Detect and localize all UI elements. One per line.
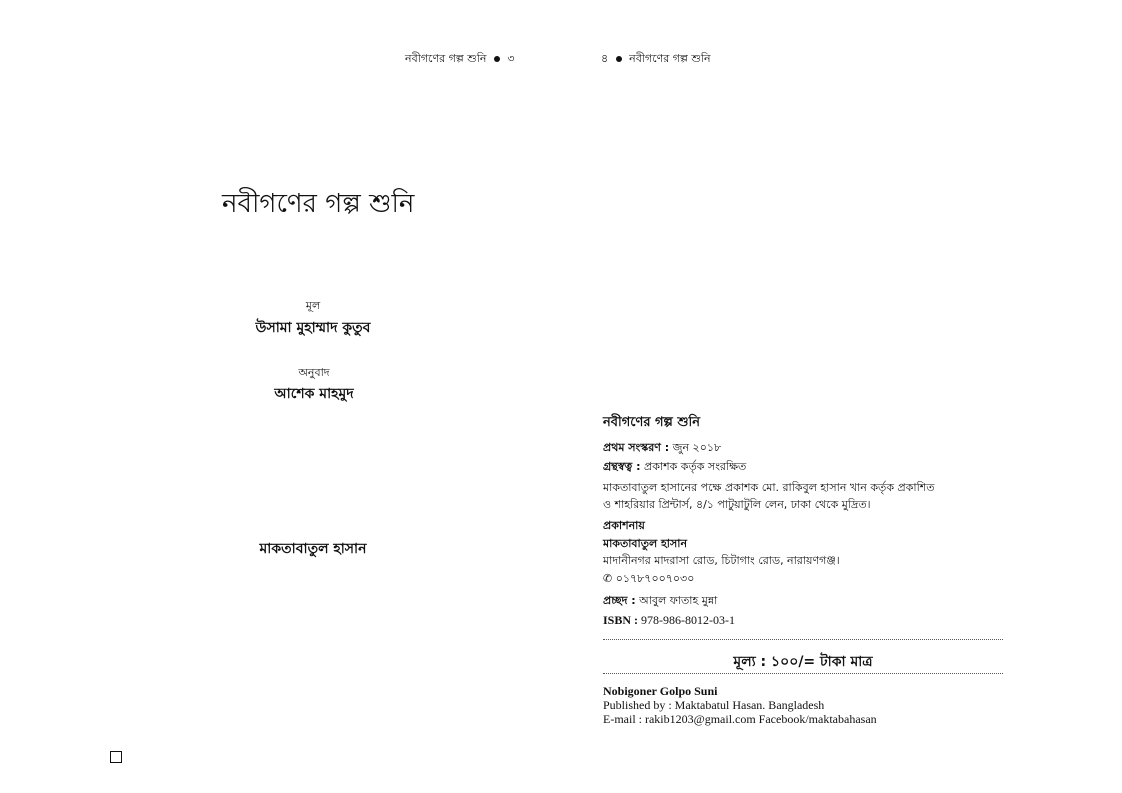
checkbox-icon: [110, 751, 122, 763]
first-edition-line: [603, 439, 721, 458]
contact-line: E-mail : rakib1203@gmail.com Facebook/maktabahasan: [603, 712, 877, 726]
right-running-header: [601, 50, 711, 69]
cover-value: আবুল ফাতাহ মুন্না: [639, 594, 718, 607]
copyright-label: গ্রন্থস্বত্ব :: [603, 460, 641, 473]
book-title: নবীগণের গল্প শুনি: [222, 189, 415, 219]
publisher-phone: ✆ ০১৭৮৭০০৭০৩০: [603, 572, 695, 585]
divider-top: [603, 639, 1003, 640]
cover-line: [603, 592, 717, 611]
bullet-icon: [494, 56, 500, 62]
right-page-number: ৪: [601, 52, 609, 65]
translation-label: অনুবাদ: [298, 366, 330, 379]
isbn-label: ISBN :: [603, 613, 639, 627]
translator-name: আশেক মাহমুদ: [274, 386, 354, 402]
bullet-icon: [616, 56, 622, 62]
price: মূল্য : ১০০/= টাকা মাত্র: [733, 654, 873, 670]
divider-bottom: [603, 673, 1003, 674]
publisher-label: প্রকাশনায়: [603, 519, 645, 532]
copyright-line: [603, 458, 746, 477]
isbn-line: [603, 613, 735, 628]
cover-label: প্রচ্ছদ :: [603, 594, 636, 607]
imprint-title: নবীগণের গল্প শুনি: [603, 415, 700, 430]
isbn-value: 978-986-8012-03-1: [641, 613, 735, 627]
publication-line-1: মাকতাবাতুল হাসানের পক্ষে প্রকাশক মো. রাকিবুল হাসান খান কর্তৃক প্রকাশিত: [603, 481, 935, 494]
author-name: উসামা মুহাম্মাদ কুতুব: [255, 320, 371, 336]
publisher-name: মাকতাবাতুল হাসান: [259, 541, 367, 557]
left-header-title: নবীগণের গল্প শুনি: [405, 52, 487, 65]
first-edition-label: প্রথম সংস্করণ :: [603, 441, 670, 454]
left-running-header: [405, 50, 515, 69]
copyright-value: প্রকাশক কর্তৃক সংরক্ষিত: [643, 460, 747, 473]
publisher-address: মাদানীনগর মাদরাসা রোড, চিটাগাং রোড, নারায়ণগঞ্জ।: [603, 554, 840, 567]
first-edition-value: জুন ২০১৮: [672, 441, 722, 454]
imprint-publisher-name: মাকতাবাতুল হাসান: [603, 537, 688, 550]
left-page-number: ৩: [507, 52, 515, 65]
original-label: মূল: [305, 299, 321, 312]
english-title: Nobigoner Golpo Suni: [603, 684, 718, 698]
publication-line-2: ও শাহরিয়ার প্রিন্টার্স, ৪/১ পাটুয়াটুলি লেন, ঢাকা থেকে মুদ্রিত।: [603, 498, 871, 511]
published-by: Published by : Maktabatul Hasan. Bangladesh: [603, 698, 825, 712]
right-header-title: নবীগণের গল্প শুনি: [629, 52, 711, 65]
